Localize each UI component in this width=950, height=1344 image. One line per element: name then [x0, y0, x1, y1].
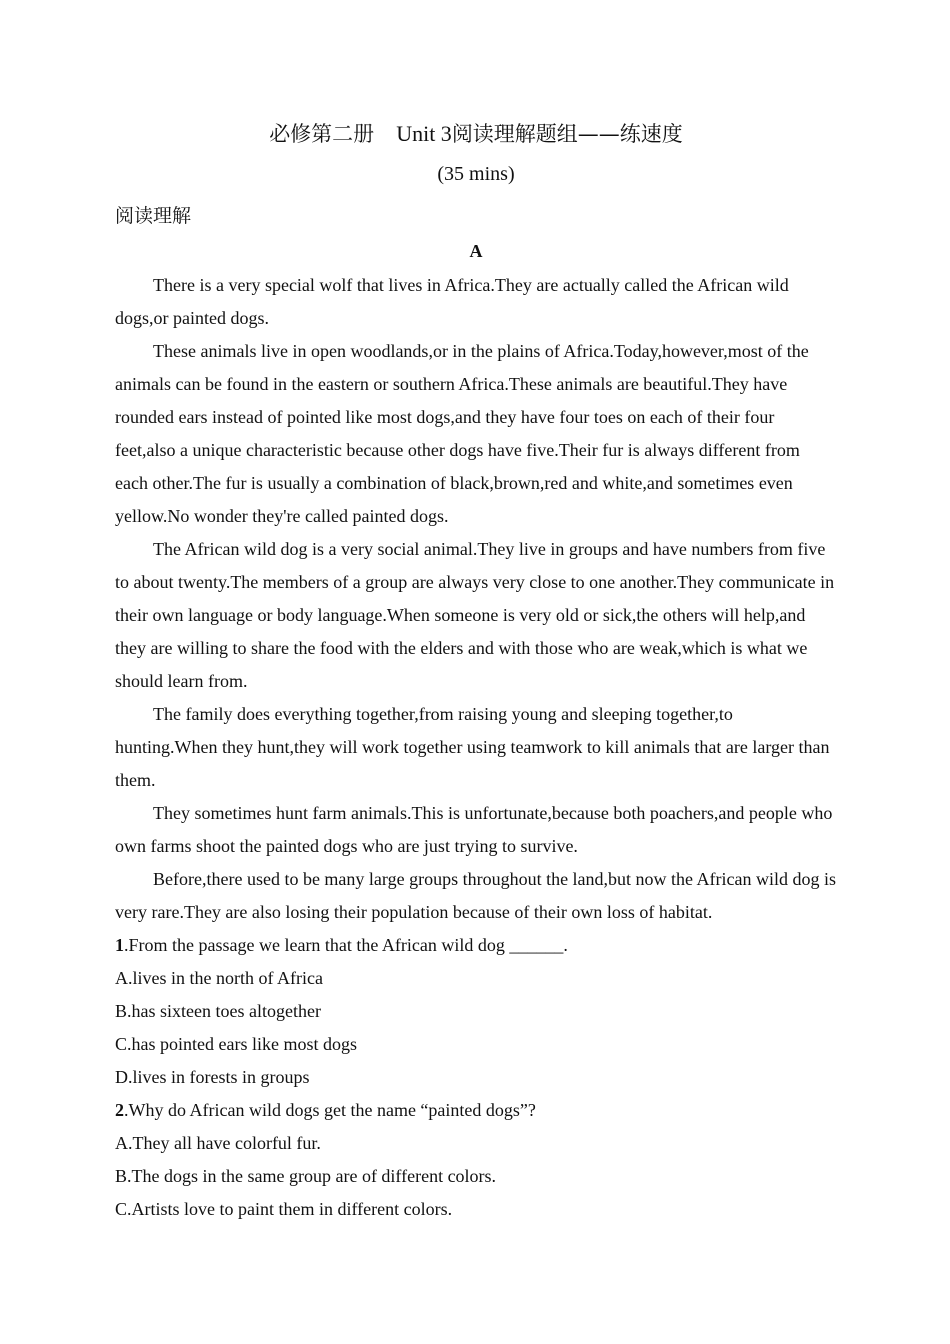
passage-paragraph: They sometimes hunt farm animals.This is unfortunate,because both poachers,and people who own farms shoot the painted dogs who are just trying to survive.: [115, 803, 833, 856]
question-number: 2: [115, 1100, 124, 1120]
question-option: A.They all have colorful fur.: [115, 1133, 321, 1153]
passage-paragraph: The African wild dog is a very social animal.They live in groups and have numbers from five to about twenty.The members of a group are always very close to one another.They communicate in their own language or body language.When someone is very old or sick,the others will help,and they are willing to share the food with the elders and with those who are weak,which is what we should learn from.: [115, 539, 835, 691]
question-option: C.has pointed ears like most dogs: [115, 1034, 357, 1054]
question-option: A.lives in the north of Africa: [115, 968, 323, 988]
question-stem: [115, 1094, 837, 1127]
passage-paragraph: The family does everything together,from raising young and sleeping together,to hunting.When they hunt,they will work together using teamwork to kill animals that are larger than them.: [115, 704, 830, 790]
duration-label: (35 mins): [437, 163, 515, 185]
passage-body: [115, 269, 837, 929]
passage-paragraph: These animals live in open woodlands,or in the plains of Africa.Today,however,most of the animals can be found in the eastern or southern Africa.These animals are beautiful.They have rounded ears instead of pointed like most dogs,and they have four toes on each of their four feet,also a unique characteristic because other dogs have five.Their fur is always different from each other.The fur is usually a combination of black,brown,red and white,and sometimes even yellow.No wonder they're called painted dogs.: [115, 341, 809, 526]
passage-paragraph: There is a very special wolf that lives in Africa.They are actually called the African wild dogs,or painted dogs.: [115, 275, 789, 328]
question-option: B.has sixteen toes altogether: [115, 1001, 321, 1021]
question-2: [115, 1094, 837, 1226]
page-title: [115, 112, 837, 156]
title-cn-prefix: 必修第二册: [269, 122, 375, 146]
passage-paragraph: Before,there used to be many large groups throughout the land,but now the African wild dog is very rare.They are also losing their population because of their own loss of habitat.: [115, 869, 837, 922]
question-text: .Why do African wild dogs get the name “painted dogs”?: [124, 1100, 536, 1120]
section-heading: 阅读理解: [115, 205, 192, 227]
question-option: B.The dogs in the same group are of different colors.: [115, 1166, 497, 1186]
question-option: D.lives in forests in groups: [115, 1067, 310, 1087]
question-option: C.Artists love to paint them in different colors.: [115, 1199, 453, 1219]
passage-label: A: [469, 241, 483, 261]
title-cn-suffix: 阅读理解题组——练速度: [451, 122, 683, 146]
question-stem: [115, 929, 837, 962]
question-number: 1: [115, 935, 124, 955]
question-1: [115, 929, 837, 1094]
title-unit: Unit 3: [396, 121, 452, 146]
question-text: .From the passage we learn that the African wild dog ______.: [124, 935, 568, 955]
document-page: [115, 112, 837, 1226]
